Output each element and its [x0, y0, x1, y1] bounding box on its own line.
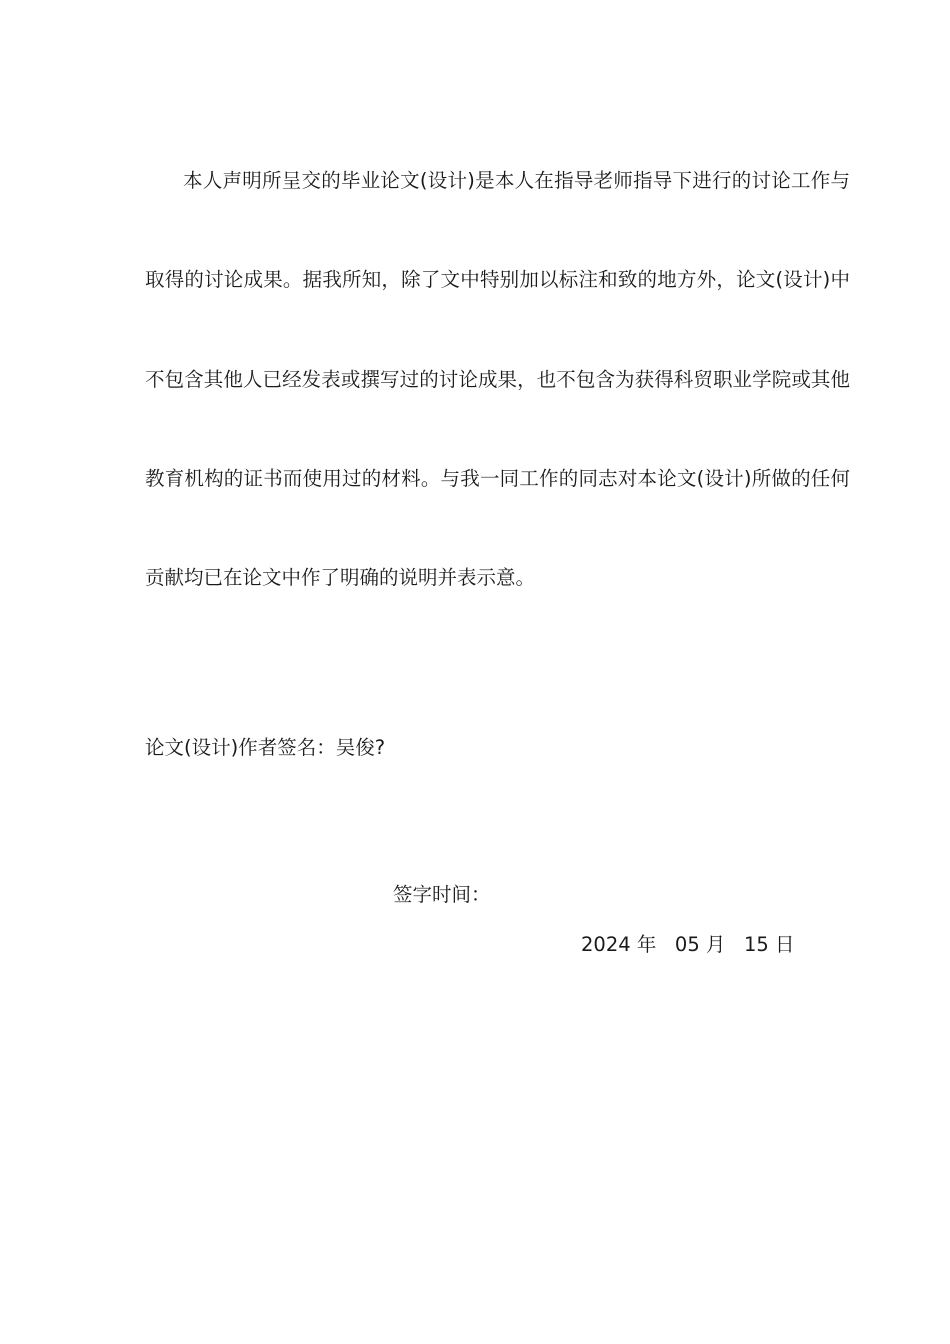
- declaration-line-3: 不包含其他人已经发表或撰写过的讨论成果，也不包含为获得科贸职业学院或其他: [145, 368, 850, 391]
- signature-date: 2024 年 05 月 15 日: [581, 933, 795, 956]
- declaration-line-5: 贡献均已在论文中作了明确的说明并表示意。: [145, 566, 536, 589]
- declaration-line-2: 取得的讨论成果。据我所知，除了文中特别加以标注和致的地方外，论文(设计)中: [145, 268, 850, 291]
- author-signature-label: 论文(设计)作者签名：吴俊?: [145, 736, 386, 759]
- declaration-line-4: 教育机构的证书而使用过的材料。与我一同工作的同志对本论文(设计)所做的任何: [145, 467, 850, 490]
- declaration-line-1: 本人声明所呈交的毕业论文(设计)是本人在指导老师指导下进行的讨论工作与: [183, 169, 850, 192]
- signature-time-label: 签字时间：: [393, 883, 491, 906]
